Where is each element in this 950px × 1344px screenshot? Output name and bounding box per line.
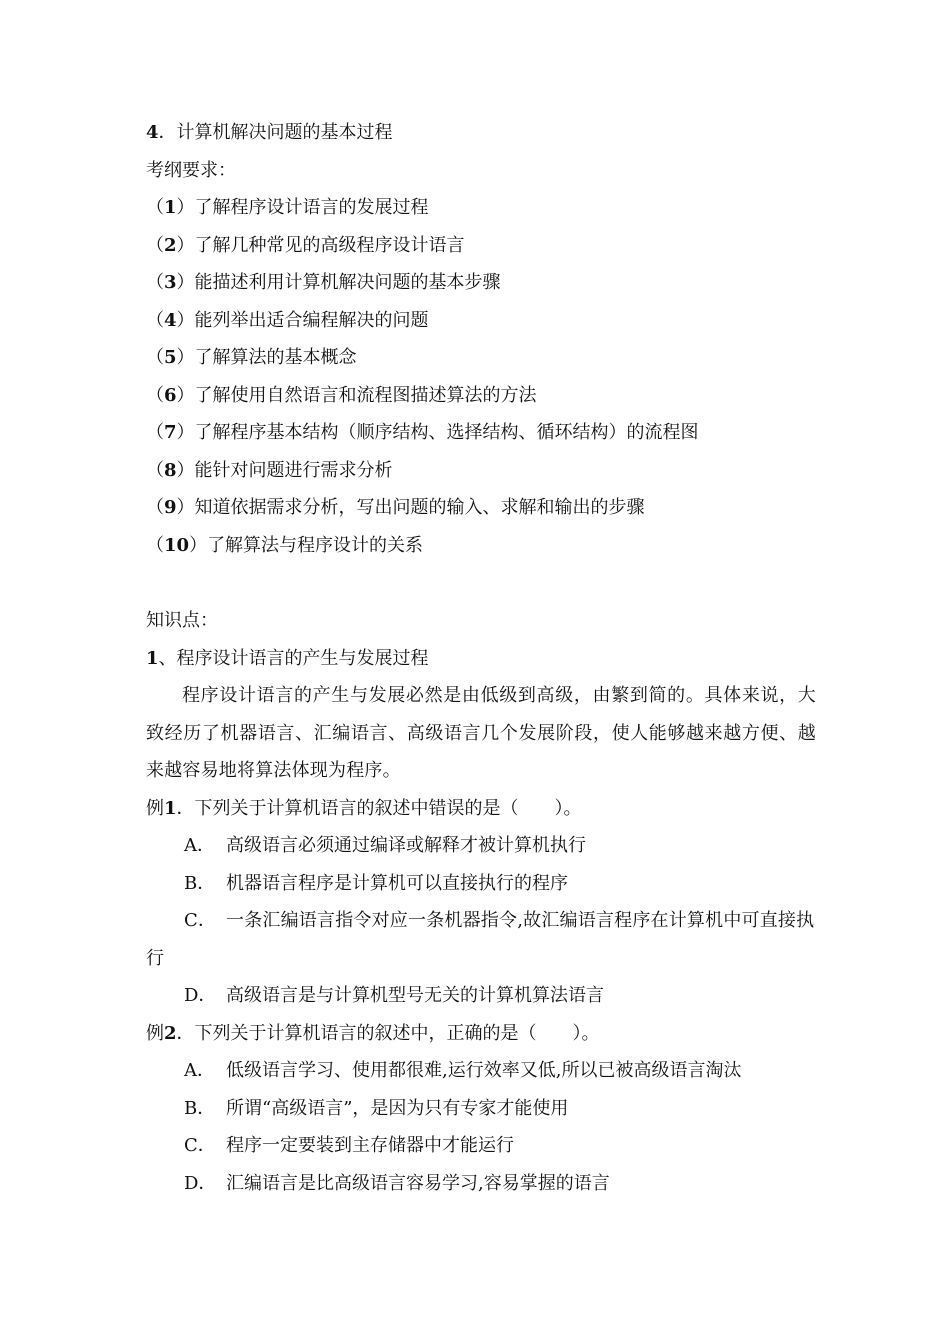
- syllabus-item-number: 7: [164, 422, 177, 443]
- syllabus-item-text: 了解程序设计语言的发展过程: [194, 197, 429, 218]
- syllabus-item-text: 能列举出适合编程解决的问题: [194, 309, 429, 331]
- syllabus-item: （10）了解算法与程序设计的关系: [146, 534, 424, 556]
- option-text: 一条汇编语言指令对应一条机器指令,故汇编语言程序在计算机中可直接执行: [146, 910, 815, 969]
- option-c: [146, 1127, 816, 1165]
- syllabus-item-text: 能针对问题进行需求分析: [194, 459, 393, 481]
- syllabus-item-number: 10: [164, 534, 190, 556]
- section-heading: [146, 114, 816, 152]
- section-title: ．计算机解决问题的基本过程: [158, 122, 393, 143]
- syllabus-item: （3）能描述利用计算机解决问题的基本步骤: [146, 272, 501, 293]
- option-b: [146, 865, 816, 903]
- syllabus-item: （8）能针对问题进行需求分析: [146, 459, 393, 481]
- option-d: [146, 977, 816, 1015]
- knowledge-point-text: 、程序设计语言的产生与发展过程: [158, 647, 429, 669]
- option-letter: A．: [184, 1060, 215, 1081]
- option-text: 机器语言程序是计算机可以直接执行的程序: [226, 872, 568, 894]
- syllabus-list: [146, 189, 816, 564]
- option-letter: B．: [184, 1097, 216, 1119]
- option-a: [146, 1052, 816, 1090]
- example-prefix: 例: [146, 1022, 164, 1044]
- syllabus-item: （4）能列举出适合编程解决的问题: [146, 309, 429, 331]
- syllabus-item-number: 6: [164, 384, 177, 406]
- option-d: [146, 1165, 816, 1203]
- option-letter: A．: [184, 835, 215, 856]
- option-text: 高级语言是与计算机型号无关的计算机算法语言: [226, 985, 604, 1006]
- option-letter: D．: [184, 985, 217, 1006]
- syllabus-item: （9）知道依据需求分析，写出问题的输入、求解和输出的步骤: [146, 497, 645, 518]
- syllabus-item-number: 5: [164, 347, 177, 368]
- syllabus-item: （5）了解算法的基本概念: [146, 347, 357, 368]
- knowledge-heading: 知识点：: [146, 610, 218, 631]
- syllabus-item-text: 了解几种常见的高级程序设计语言: [194, 234, 465, 256]
- option-letter: B．: [184, 872, 216, 894]
- option-letter: D．: [184, 1172, 217, 1194]
- option-text: 程序一定要装到主存储器中才能运行: [226, 1135, 514, 1156]
- syllabus-item: （2）了解几种常见的高级程序设计语言: [146, 234, 465, 256]
- option-text: 所谓“高级语言”，是因为只有专家才能使用: [226, 1097, 569, 1119]
- option-b: [146, 1090, 816, 1128]
- syllabus-heading: 考纲要求：: [146, 159, 236, 181]
- syllabus-item: （1）了解程序设计语言的发展过程: [146, 197, 429, 218]
- syllabus-item-number: 8: [164, 459, 177, 481]
- knowledge-point-number: 1: [146, 647, 159, 669]
- option-letter: C．: [184, 910, 217, 931]
- syllabus-item-number: 4: [164, 309, 177, 331]
- syllabus-item-number: 3: [164, 272, 177, 293]
- example-number: 1: [164, 797, 177, 819]
- knowledge-point-title: [146, 640, 816, 678]
- option-letter: C．: [184, 1135, 216, 1156]
- option-text: 高级语言必须通过编译或解释才被计算机执行: [226, 835, 586, 856]
- syllabus-item-text: 知道依据需求分析，写出问题的输入、求解和输出的步骤: [194, 497, 645, 518]
- syllabus-item-text: 能描述利用计算机解决问题的基本步骤: [194, 272, 501, 293]
- section-spacer: [146, 564, 816, 602]
- option-text: 低级语言学习、使用都很难,运行效率又低,所以已被高级语言淘汰: [226, 1060, 742, 1081]
- example-question: [146, 790, 816, 828]
- syllabus-item-number: 9: [164, 497, 177, 518]
- option-a: [146, 827, 816, 865]
- syllabus-item: （6）了解使用自然语言和流程图描述算法的方法: [146, 384, 537, 406]
- option-text: 汇编语言是比高级语言容易学习,容易掌握的语言: [226, 1172, 610, 1194]
- example-question: [146, 1015, 816, 1053]
- example-question-text: ．下列关于计算机语言的叙述中错误的是（ ）。: [176, 797, 582, 819]
- syllabus-item-number: 2: [164, 234, 177, 256]
- option-c: [146, 902, 816, 977]
- section-number: 4: [146, 122, 159, 143]
- syllabus-item-text: 了解程序基本结构（顺序结构、选择结构、循环结构）的流程图: [194, 422, 699, 443]
- syllabus-item-text: 了解使用自然语言和流程图描述算法的方法: [194, 384, 537, 406]
- syllabus-item-text: 了解算法与程序设计的关系: [207, 534, 424, 556]
- syllabus-item: （7）了解程序基本结构（顺序结构、选择结构、循环结构）的流程图: [146, 422, 699, 443]
- syllabus-item-number: 1: [164, 197, 177, 218]
- example-number: 2: [164, 1022, 177, 1044]
- syllabus-item-text: 了解算法的基本概念: [194, 347, 357, 368]
- example-prefix: 例: [146, 797, 164, 819]
- example-question-text: ．下列关于计算机语言的叙述中，正确的是（ ）。: [176, 1022, 600, 1044]
- document-content: [146, 114, 816, 1202]
- knowledge-paragraph: 程序设计语言的产生与发展必然是由低级到高级，由繁到简的。具体来说，大致经历了机器语言、汇编语言、高级语言几个发展阶段，使人能够越来越方便、越来越容易地将算法体现为程序。: [146, 685, 816, 781]
